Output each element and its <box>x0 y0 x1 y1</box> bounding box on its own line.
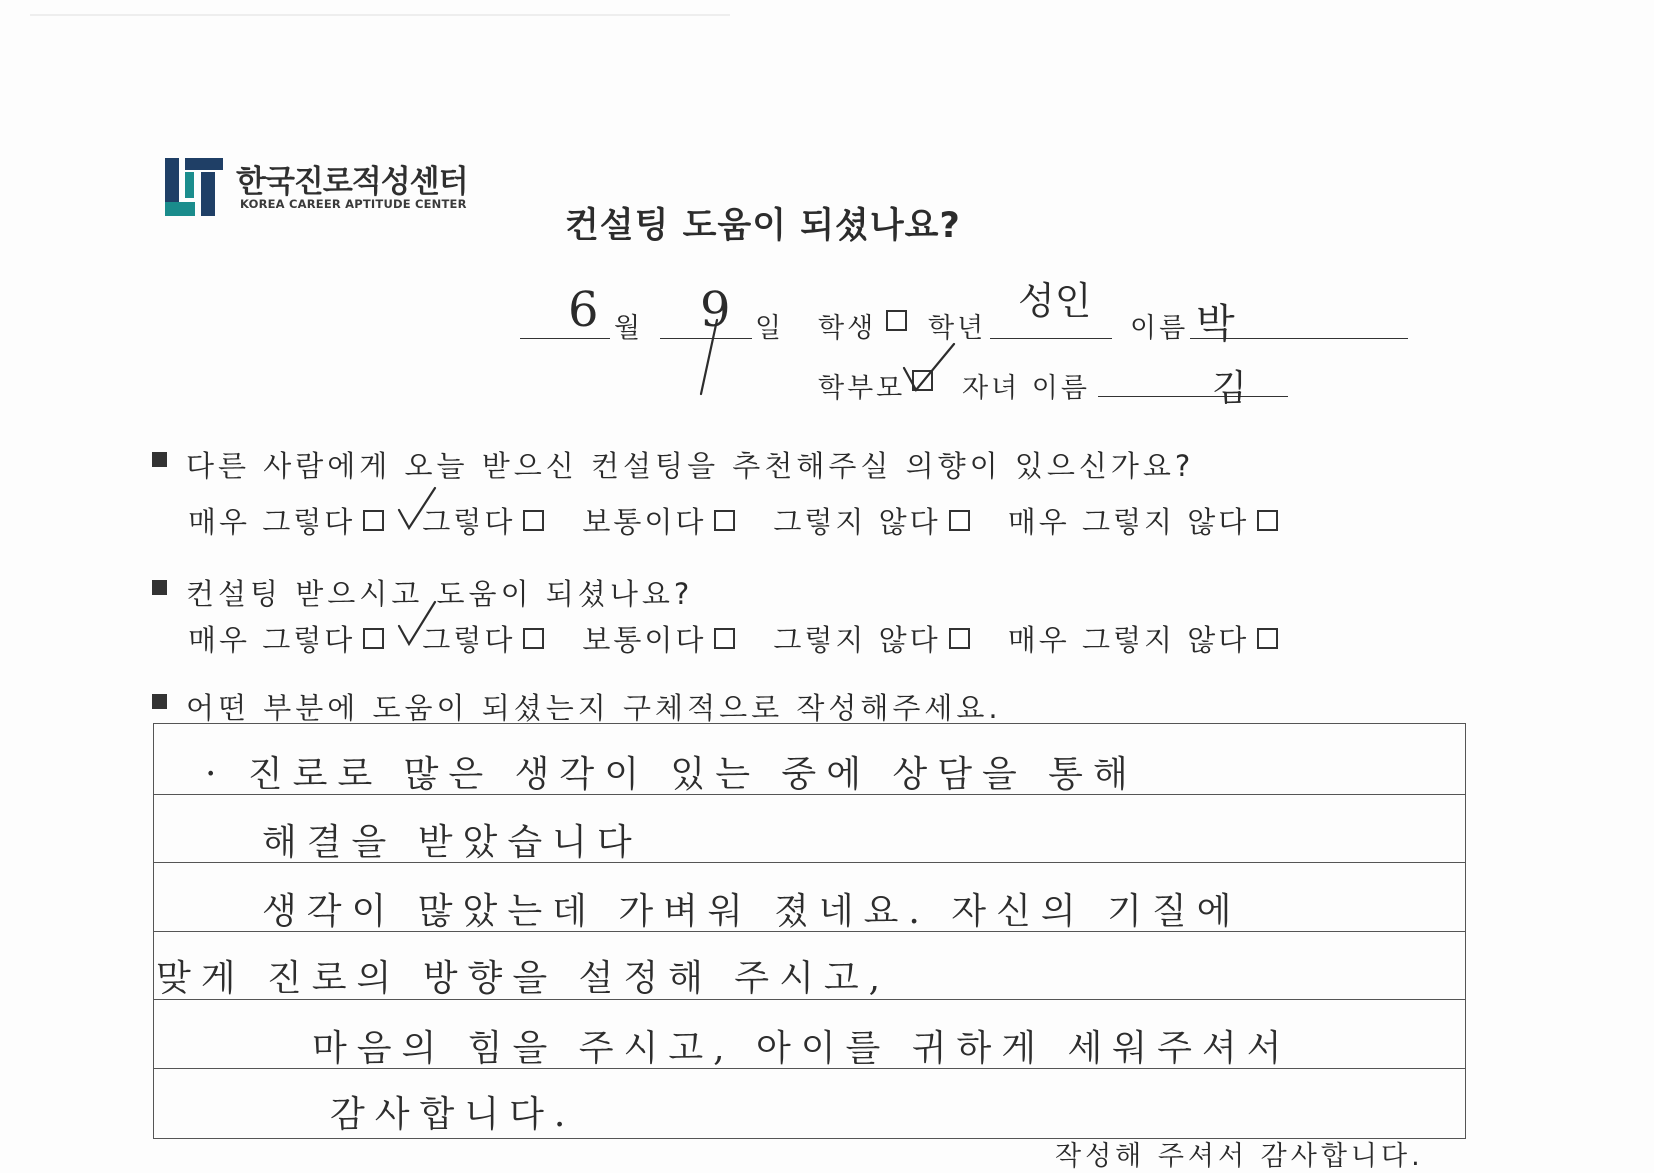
q2-option-neutral[interactable]: 보통이다 <box>582 618 735 659</box>
q1-option-very-yes[interactable]: 매우 그렇다 <box>188 500 384 541</box>
question3-text: 어떤 부분에 도움이 되셨는지 구체적으로 작성해주세요. <box>186 691 1002 725</box>
day-stroke-mark <box>695 318 725 398</box>
q1-option-neutral[interactable]: 보통이다 <box>582 500 735 541</box>
q2-checkbox-very-yes[interactable] <box>363 628 384 649</box>
q1-option-very-no[interactable]: 매우 그렇지 않다 <box>1008 500 1279 541</box>
answer-line: 생각이 많았는데 가벼워 졌네요. 자신의 기질에 <box>262 891 1242 932</box>
question2-text: 컨설팅 받으시고 도움이 되셨나요? <box>186 577 694 611</box>
child-name-underline <box>1098 396 1288 397</box>
month-label: 월 <box>614 313 644 344</box>
q2-check-mark <box>395 598 440 648</box>
q1-checkbox-no[interactable] <box>949 510 970 531</box>
q1-checkbox-yes[interactable] <box>523 510 544 531</box>
name-value: 박 <box>1196 301 1235 347</box>
child-name-label: 자녀 이름 <box>962 373 1090 404</box>
q2-checkbox-yes[interactable] <box>523 628 544 649</box>
answer-line: 맞게 진로의 방향을 설정해 주시고, <box>156 958 891 999</box>
student-label: 학생 <box>818 313 877 344</box>
day-value: 9 <box>700 282 731 338</box>
question1-text: 다른 사람에게 오늘 받으신 컨설팅을 추천해주실 의향이 있으신가요? <box>186 449 1195 483</box>
question1-options <box>188 500 1316 541</box>
parent-check-mark <box>900 340 960 400</box>
form-title: 컨설팅 도움이 되셨나요? <box>565 206 961 246</box>
grade-label: 학년 <box>928 313 987 344</box>
answer-line: · 진로로 많은 생각이 있는 중에 상담을 통해 <box>205 754 1138 795</box>
question-bullet <box>152 580 167 595</box>
scan-artifact-line <box>30 14 730 16</box>
q2-option-no[interactable]: 그렇지 않다 <box>773 618 969 659</box>
q1-option-yes[interactable]: 그렇다 <box>422 500 544 541</box>
q2-checkbox-no[interactable] <box>949 628 970 649</box>
question2-options <box>188 618 1316 659</box>
day-label: 일 <box>755 313 785 344</box>
name-label: 이름 <box>1130 313 1189 344</box>
question-bullet <box>152 452 167 467</box>
q2-checkbox-neutral[interactable] <box>714 628 735 649</box>
logo-name-korean: 한국진로적성센터 <box>236 164 468 200</box>
month-underline <box>520 338 610 339</box>
q1-checkbox-neutral[interactable] <box>714 510 735 531</box>
footer-thanks: 작성해 주셔서 감사합니다. <box>1055 1141 1424 1172</box>
child-name-value: 김 <box>1212 368 1247 409</box>
q1-checkbox-very-yes[interactable] <box>363 510 384 531</box>
question-bullet <box>152 694 167 709</box>
q2-checkbox-very-no[interactable] <box>1257 628 1278 649</box>
answer-line: 해결을 받았습니다 <box>262 822 642 863</box>
q2-option-very-no[interactable]: 매우 그렇지 않다 <box>1008 618 1279 659</box>
answer-line: 감사합니다. <box>330 1094 576 1135</box>
q2-option-yes[interactable]: 그렇다 <box>422 618 544 659</box>
grade-value: 성인 <box>1018 279 1092 323</box>
student-checkbox[interactable] <box>886 310 907 331</box>
parent-label: 학부모 <box>818 373 906 404</box>
month-value: 6 <box>568 282 599 338</box>
center-logo-icon <box>165 158 223 216</box>
grade-underline <box>990 338 1112 339</box>
logo-name-english: KOREA CAREER APTITUDE CENTER <box>240 197 467 211</box>
q1-check-mark <box>395 484 440 534</box>
q2-option-very-yes[interactable]: 매우 그렇다 <box>188 618 384 659</box>
answer-line: 마음의 힘을 주시고, 아이를 귀하게 세워주셔서 <box>312 1028 1292 1069</box>
q1-checkbox-very-no[interactable] <box>1257 510 1278 531</box>
q1-option-no[interactable]: 그렇지 않다 <box>773 500 969 541</box>
